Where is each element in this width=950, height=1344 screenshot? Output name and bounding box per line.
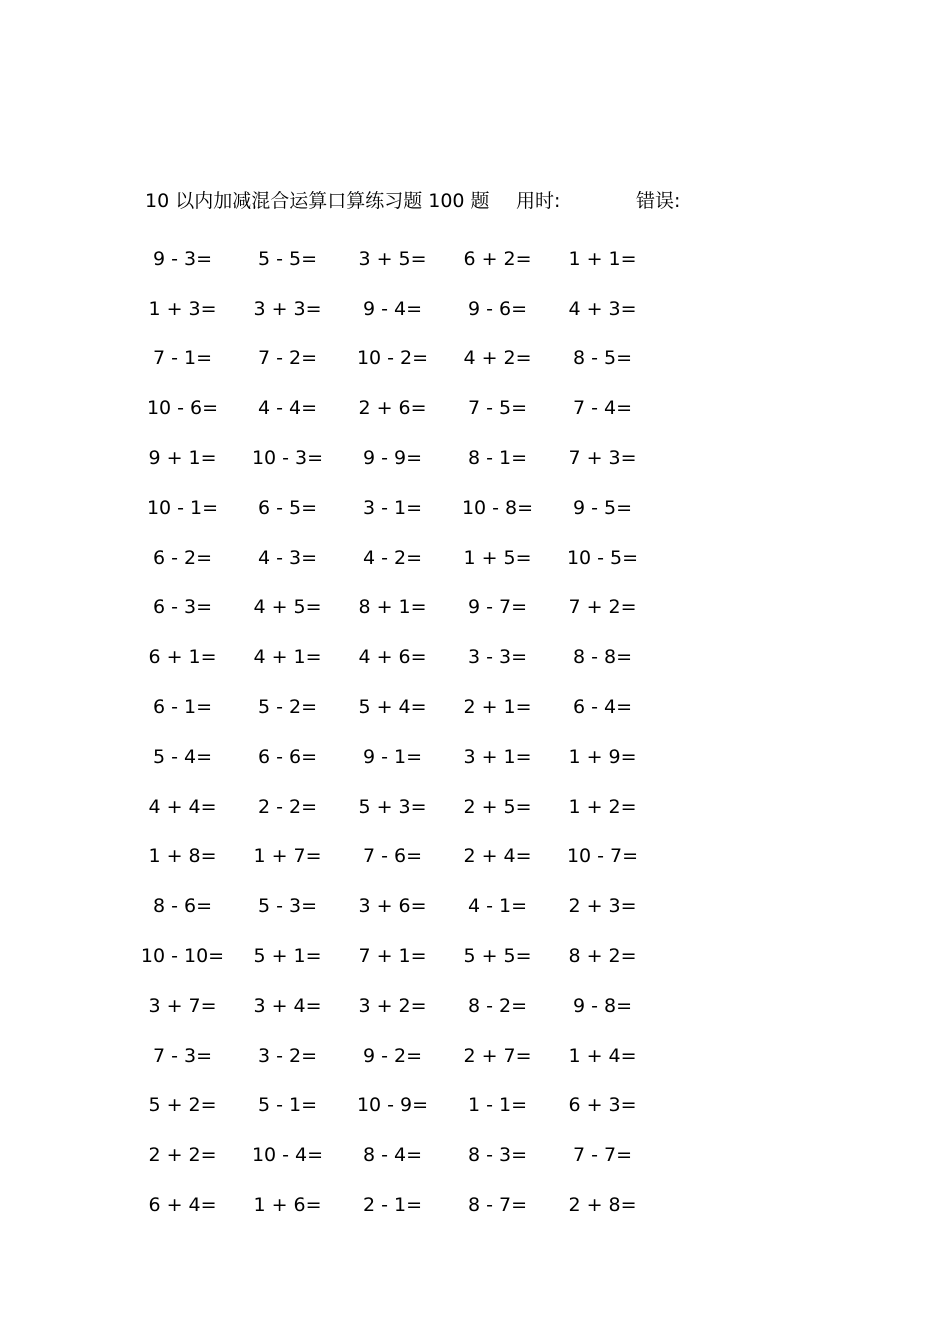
problem-row <box>130 483 690 533</box>
problem-item: 1 + 6= <box>253 1194 322 1217</box>
problem-item: 4 + 1= <box>253 646 322 669</box>
problem-item: 3 + 1= <box>463 745 532 768</box>
problem-item: 2 + 2= <box>148 1144 217 1167</box>
time-used-label: 用时: <box>516 190 561 212</box>
problem-row <box>130 981 690 1031</box>
problem-item: 5 + 2= <box>148 1094 217 1117</box>
problem-item: 9 - 2= <box>362 1044 423 1067</box>
problem-item: 7 - 6= <box>362 845 423 868</box>
problem-item: 1 + 9= <box>568 745 637 768</box>
problem-item: 3 + 4= <box>253 994 322 1017</box>
problem-item: 1 + 7= <box>253 845 322 868</box>
problem-item: 1 + 3= <box>148 297 217 320</box>
problem-row <box>130 334 690 384</box>
worksheet-header <box>0 186 950 216</box>
problem-item: 10 - 2= <box>356 347 429 370</box>
problem-item: 3 - 2= <box>257 1044 318 1067</box>
problem-row <box>130 782 690 832</box>
problem-item: 10 - 5= <box>566 546 639 569</box>
problem-item: 5 + 4= <box>358 696 427 719</box>
problem-item: 1 + 2= <box>568 795 637 818</box>
problem-row <box>130 433 690 483</box>
problem-row <box>130 1130 690 1180</box>
problem-row <box>130 832 690 882</box>
problem-item: 8 - 3= <box>467 1144 528 1167</box>
problem-item: 5 - 5= <box>257 247 318 270</box>
problem-item: 8 - 6= <box>152 895 213 918</box>
problem-item: 5 - 2= <box>257 696 318 719</box>
problem-item: 3 + 2= <box>358 994 427 1017</box>
problem-item: 4 - 2= <box>362 546 423 569</box>
problem-row <box>130 1031 690 1081</box>
problem-item: 8 + 1= <box>358 596 427 619</box>
problem-row <box>130 284 690 334</box>
problem-item: 2 + 1= <box>463 696 532 719</box>
problem-row <box>130 1180 690 1230</box>
problem-item: 4 + 2= <box>463 347 532 370</box>
problem-item: 8 + 2= <box>568 945 637 968</box>
problem-item: 4 - 3= <box>257 546 318 569</box>
error-count-label: 错误: <box>636 190 681 212</box>
problem-item: 1 + 5= <box>463 546 532 569</box>
problem-item: 7 + 2= <box>568 596 637 619</box>
problem-item: 9 - 9= <box>362 447 423 470</box>
problem-item: 2 + 4= <box>463 845 532 868</box>
problem-item: 9 - 3= <box>152 247 213 270</box>
problem-item: 7 - 7= <box>572 1144 633 1167</box>
problem-row <box>130 583 690 633</box>
problem-item: 9 + 1= <box>148 447 217 470</box>
problem-item: 6 - 4= <box>572 696 633 719</box>
problem-item: 7 + 3= <box>568 447 637 470</box>
problem-item: 7 + 1= <box>358 945 427 968</box>
problem-item: 7 - 2= <box>257 347 318 370</box>
problem-item: 6 - 5= <box>257 496 318 519</box>
problem-item: 1 + 4= <box>568 1044 637 1067</box>
problem-item: 3 - 1= <box>362 496 423 519</box>
problem-item: 7 - 4= <box>572 397 633 420</box>
problem-row <box>130 632 690 682</box>
problem-item: 7 - 1= <box>152 347 213 370</box>
problem-item: 9 - 1= <box>362 745 423 768</box>
problem-item: 2 - 1= <box>362 1194 423 1217</box>
problem-item: 8 - 4= <box>362 1144 423 1167</box>
problem-item: 2 + 5= <box>463 795 532 818</box>
problem-item: 5 - 3= <box>257 895 318 918</box>
problem-item: 8 - 7= <box>467 1194 528 1217</box>
problem-item: 5 - 1= <box>257 1094 318 1117</box>
problem-item: 8 - 1= <box>467 447 528 470</box>
problem-item: 8 - 8= <box>572 646 633 669</box>
problem-row <box>130 881 690 931</box>
problem-item: 3 + 6= <box>358 895 427 918</box>
problem-row <box>130 732 690 782</box>
problem-item: 4 + 4= <box>148 795 217 818</box>
problem-item: 6 + 3= <box>568 1094 637 1117</box>
problem-row <box>130 931 690 981</box>
problem-item: 2 + 6= <box>358 397 427 420</box>
problem-item: 3 + 5= <box>358 247 427 270</box>
problem-item: 4 + 5= <box>253 596 322 619</box>
problem-item: 2 + 3= <box>568 895 637 918</box>
problem-item: 9 - 5= <box>572 496 633 519</box>
problem-item: 10 - 8= <box>461 496 534 519</box>
problem-item: 2 + 8= <box>568 1194 637 1217</box>
problem-item: 9 - 7= <box>467 596 528 619</box>
problem-item: 6 - 3= <box>152 596 213 619</box>
problem-item: 3 - 3= <box>467 646 528 669</box>
problem-item: 4 + 3= <box>568 297 637 320</box>
problem-item: 6 + 4= <box>148 1194 217 1217</box>
problem-item: 2 + 7= <box>463 1044 532 1067</box>
problem-item: 5 + 1= <box>253 945 322 968</box>
problem-item: 4 + 6= <box>358 646 427 669</box>
problem-item: 6 + 2= <box>463 247 532 270</box>
problem-item: 7 - 3= <box>152 1044 213 1067</box>
problem-item: 1 + 1= <box>568 247 637 270</box>
problem-item: 5 + 5= <box>463 945 532 968</box>
problem-item: 9 - 4= <box>362 297 423 320</box>
problem-item: 5 - 4= <box>152 745 213 768</box>
problem-item: 1 - 1= <box>467 1094 528 1117</box>
problem-item: 9 - 8= <box>572 994 633 1017</box>
problem-item: 10 - 7= <box>566 845 639 868</box>
problem-row <box>130 383 690 433</box>
problem-item: 10 - 4= <box>251 1144 324 1167</box>
problem-row <box>130 533 690 583</box>
problem-row <box>130 682 690 732</box>
problem-item: 6 - 1= <box>152 696 213 719</box>
problem-item: 7 - 5= <box>467 397 528 420</box>
problem-item: 10 - 6= <box>146 397 219 420</box>
problem-item: 10 - 3= <box>251 447 324 470</box>
problem-item: 3 + 3= <box>253 297 322 320</box>
problem-item: 10 - 9= <box>356 1094 429 1117</box>
problem-item: 4 - 4= <box>257 397 318 420</box>
problem-item: 6 - 2= <box>152 546 213 569</box>
problem-item: 10 - 10= <box>140 945 225 968</box>
problem-item: 5 + 3= <box>358 795 427 818</box>
problem-grid <box>130 234 690 1230</box>
problem-item: 8 - 5= <box>572 347 633 370</box>
problem-row <box>130 1081 690 1131</box>
problem-item: 6 - 6= <box>257 745 318 768</box>
problem-item: 1 + 8= <box>148 845 217 868</box>
problem-item: 3 + 7= <box>148 994 217 1017</box>
problem-row <box>130 234 690 284</box>
worksheet-title: 10 以内加减混合运算口算练习题 100 题 <box>145 190 490 212</box>
problem-item: 10 - 1= <box>146 496 219 519</box>
problem-item: 2 - 2= <box>257 795 318 818</box>
problem-item: 6 + 1= <box>148 646 217 669</box>
problem-item: 9 - 6= <box>467 297 528 320</box>
problem-item: 4 - 1= <box>467 895 528 918</box>
problem-item: 8 - 2= <box>467 994 528 1017</box>
